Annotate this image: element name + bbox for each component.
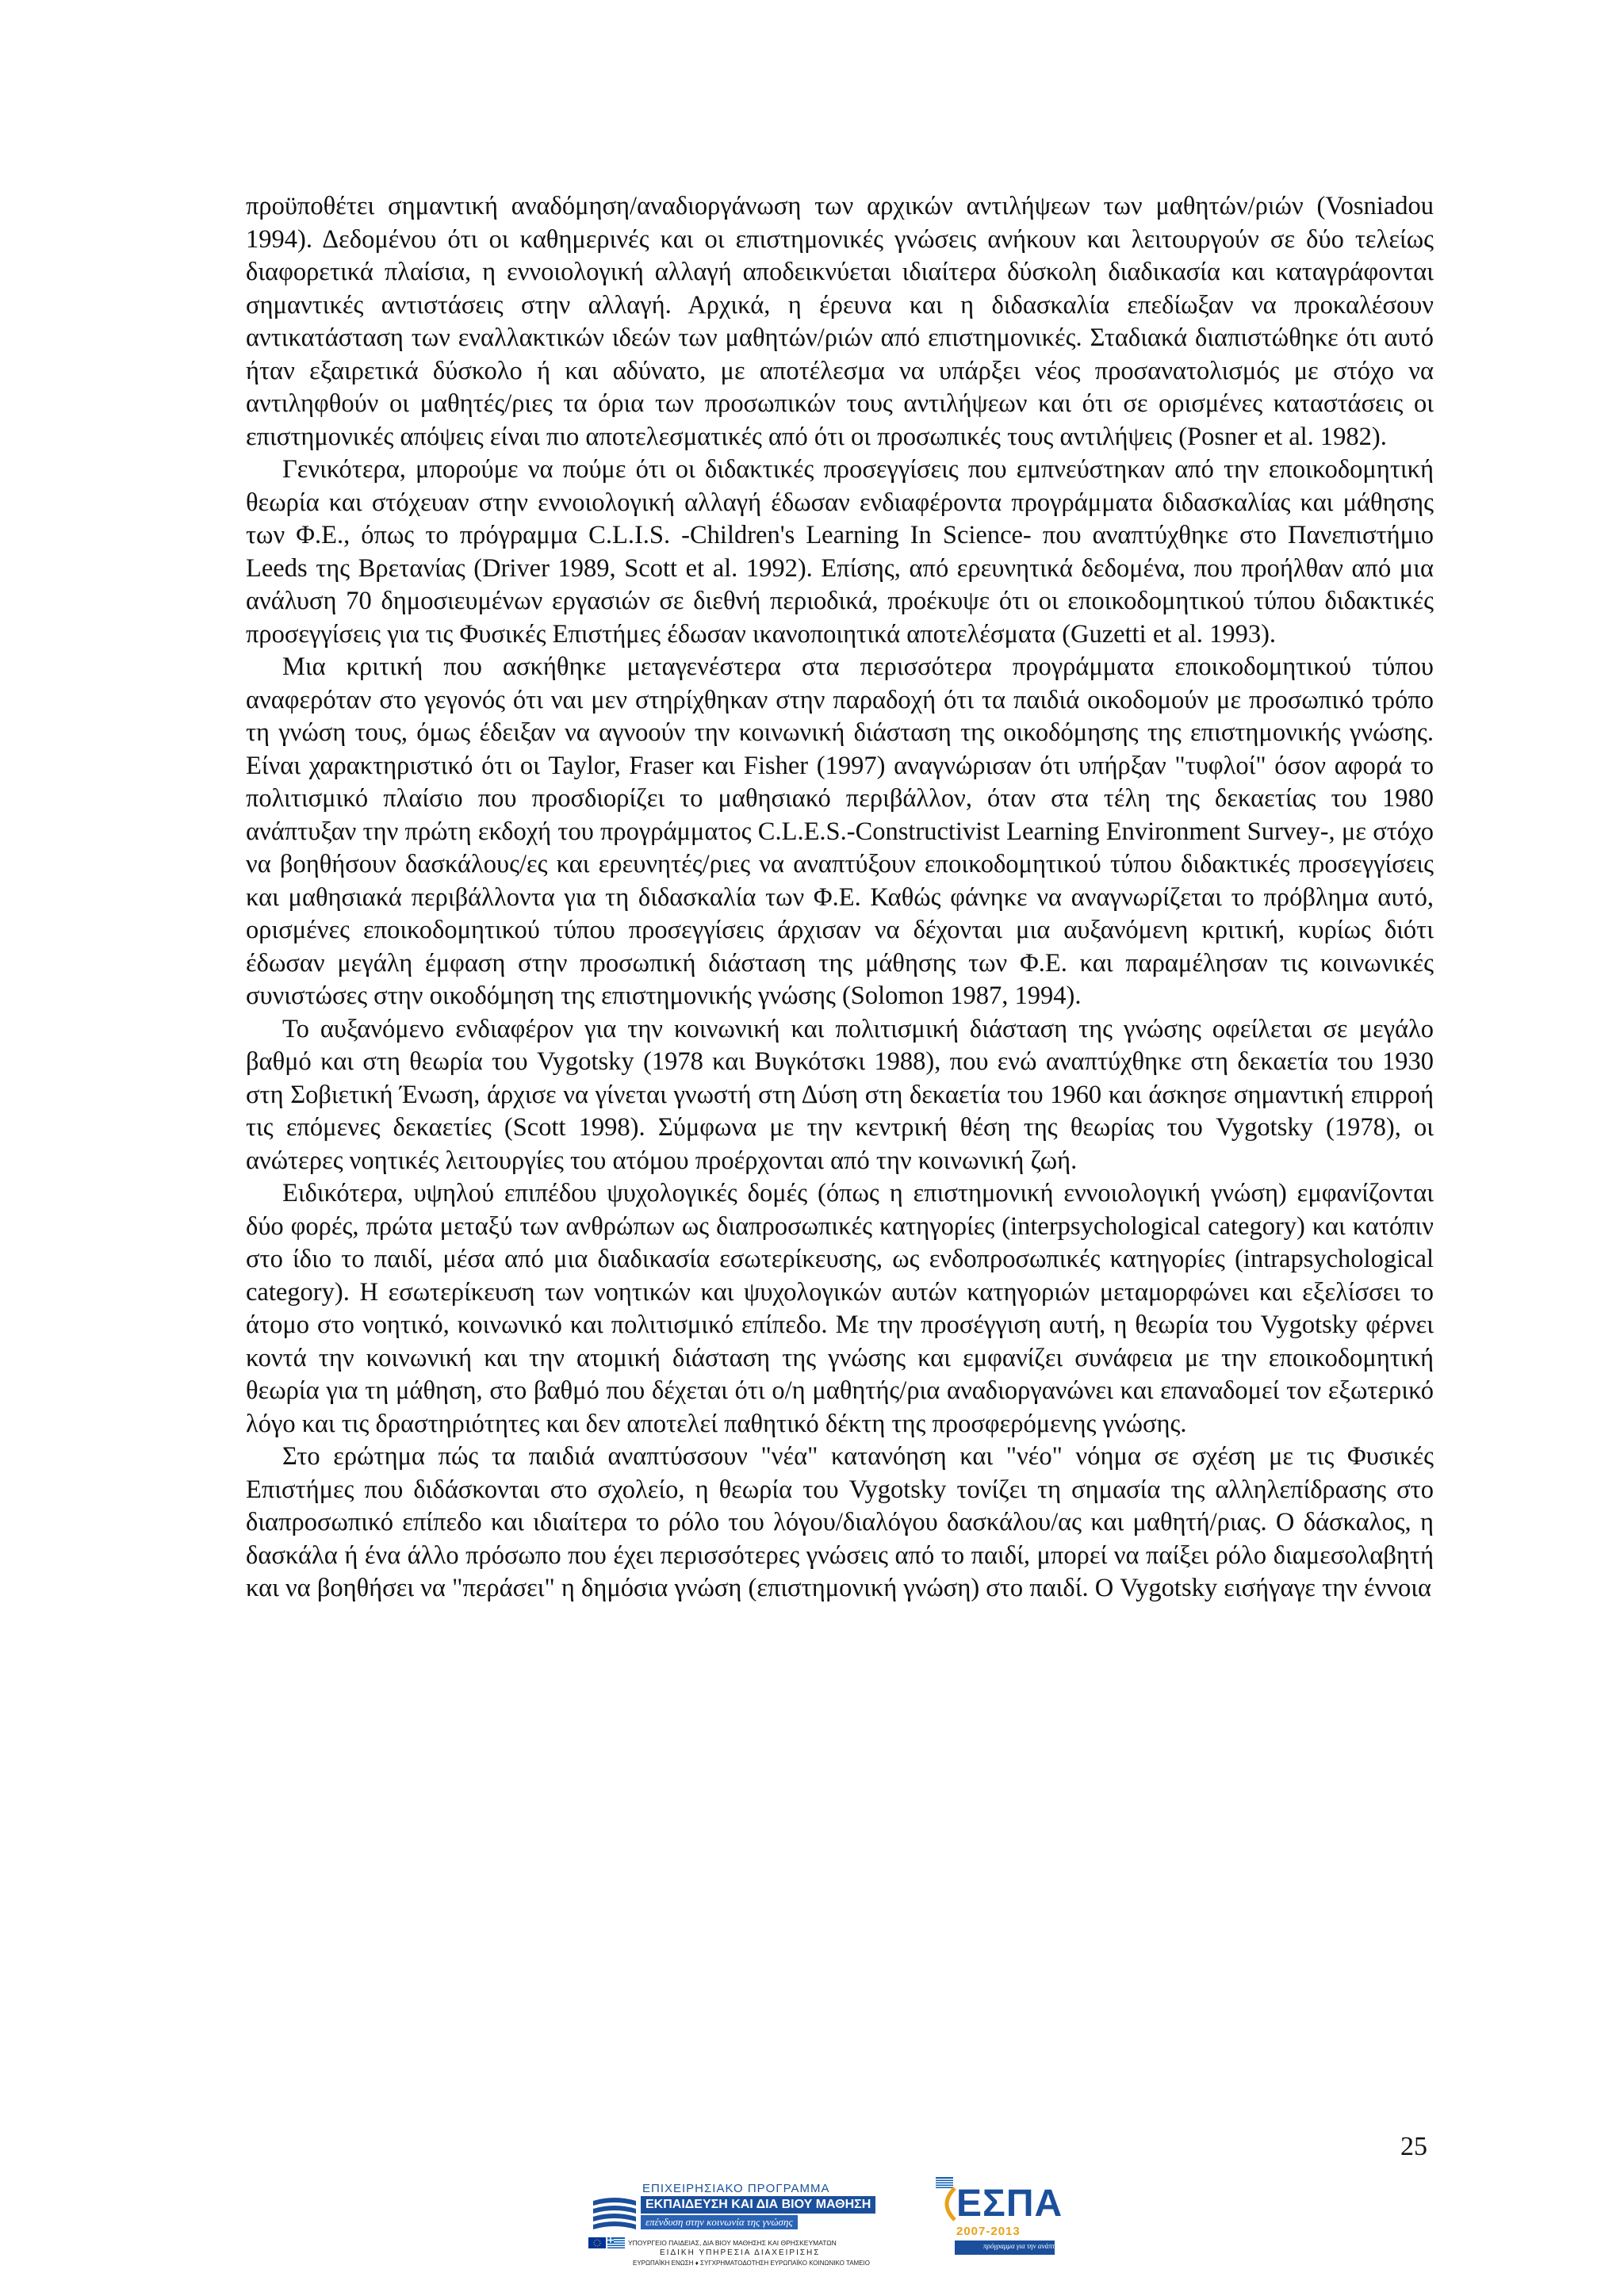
program-line2: ΕΚΠΑΙΔΕΥΣΗ ΚΑΙ ΔΙΑ ΒΙΟΥ ΜΑΘΗΣΗ <box>641 2196 875 2214</box>
paragraph-4: Το αυξανόμενο ενδιαφέρον για την κοινωνική και πολιτισμική διάσταση της γνώσης οφείλεται σε μεγάλο βαθμό και στη θεωρία του Vygotsky (1978 και Βυγκότσκι 1988), που ενώ αναπτύχθηκε στη δεκαετία του 1930 στη Σοβιετική Ένωση, άρχισε να γίνεται γνωστή στη Δύση στη δεκαετία του 1960 και άσκησε σημαντική επιρροή τις επόμενες δεκαετίες (Scott 1998). Σύμφωνα με την κεντρική θέση της θεωρίας του Vygotsky (1978), οι ανώτερες νοητικές λειτουργίες του ατόμου προέρχονται από την κοινωνική ζωή. <box>246 1014 1434 1175</box>
espa-swoosh-icon <box>936 2185 956 2223</box>
program-line3: επένδυση στην κοινωνία της γνώσης <box>641 2215 798 2229</box>
espa-years: 2007-2013 <box>956 2225 1021 2238</box>
page-number: 25 <box>1400 2132 1427 2161</box>
eu-flag-icon <box>588 2237 606 2248</box>
greek-flag-icon <box>607 2237 625 2248</box>
education-logo-icon <box>592 2195 638 2229</box>
program-line1: ΕΠΙΧΕΙΡΗΣΙΑΚΟ ΠΡΟΓΡΑΜΜΑ <box>642 2182 830 2195</box>
eu-funding-line: ΕΥΡΩΠΑΪΚΗ ΕΝΩΣΗ ♦ ΣΥΓΧΡΗΜΑΤΟΔΟΤΗΣΗ ΕΥΡΩΠΑΪΚΟ ΚΟΙΝΩΝΙΚΟ ΤΑΜΕΙΟ <box>633 2260 870 2267</box>
paragraph-6: Στο ερώτημα πώς τα παιδιά αναπτύσσουν "νέα" κατανόηση και "νέο" νόημα σε σχέση με τις Φυσικές Επιστήμες που διδάσκονται στο σχολείο, η θεωρία του Vygotsky τονίζει τη σημασία της αλληλεπίδρασης στο διαπροσωπικό επίπεδο και ιδιαίτερα το ρόλο του λόγου/διαλόγου δασκάλου/ας και μαθητή/ριας. Ο δάσκαλος, η δασκάλα ή ένα άλλο πρόσωπο που έχει περισσότερες γνώσεις από το παιδί, μπορεί να παίξει ρόλο διαμεσολαβητή και να βοηθήσει να "περάσει" η δημόσια γνώση (επιστημονική γνώση) στο παιδί. Ο Vygotsky εισήγαγε την έννοια <box>246 1442 1434 1602</box>
espa-logo <box>936 2177 1063 2264</box>
paragraph-3: Μια κριτική που ασκήθηκε μεταγενέστερα στα περισσότερα προγράμματα εποικοδομητικού τύπου αναφερόταν στο γεγονός ότι ναι μεν στηρίχθηκαν στην παραδοχή ότι τα παιδιά οικοδομούν με προσωπικό τρόπο τη γνώση τους, όμως έδειξαν να αγνοούν την κοινωνική διάσταση της οικοδόμησης της επιστημονικής γνώσης. Είναι χαρακτηριστικό ότι οι Taylor, Fraser και Fisher (1997) αναγνώρισαν ότι υπήρξαν "τυφλοί" όσον αφορά το πολιτισμικό πλαίσιο που προσδιορίζει το μαθησιακό περιβάλλον, όταν στα τέλη της δεκαετίας του 1980 ανάπτυξαν την πρώτη εκδοχή του προγράμματος C.L.E.S.-Constructivist Learning Environment Survey-, με στόχο να βοηθήσουν δασκάλους/ες και ερευνητές/ριες να αναπτύξουν εποικοδομητικού τύπου διδακτικές προσεγγίσεις και μαθησιακά περιβάλλοντα για τη διδασκαλία των Φ.Ε. Καθώς φάνηκε να αναγνωρίζεται το πρόβλημα αυτό, ορισμένες εποικοδομητικού τύπου προσεγγίσεις άρχισαν να δέχονται μια αυξανόμενη κριτική, κυρίως διότι έδωσαν μεγάλη έμφαση στην προσωπική διάσταση της μάθησης των Φ.Ε. και παραμέλησαν τις κοινωνικές συνιστώσες στην οικοδόμηση της επιστημονικής γνώσης (Solomon 1987, 1994). <box>246 652 1434 1010</box>
espa-tagline: πρόγραμμα για την ανάπτυξη <box>983 2242 1065 2250</box>
body-text <box>246 190 1434 1605</box>
paragraph-2: Γενικότερα, μπορούμε να πούμε ότι οι διδακτικές προσεγγίσεις που εμπνεύστηκαν από την εποικοδομητική θεωρία και στόχευαν στην εννοιολογική αλλαγή έδωσαν ενδιαφέροντα προγράμματα διδασκαλίας και μάθησης των Φ.Ε., όπως το πρόγραμμα C.L.I.S. -Children's Learning In Science- που αναπτύχθηκε στο Πανεπιστήμιο Leeds της Βρετανίας (Driver 1989, Scott et al. 1992). Επίσης, από ερευνητικά δεδομένα, που προήλθαν από μια ανάλυση 70 δημοσιευμένων εργασιών σε διεθνή περιοδικά, προέκυψε ότι οι εποικοδομητικού τύπου διδακτικές προσεγγίσεις για τις Φυσικές Επιστήμες έδωσαν ικανοποιητικά αποτελέσματα (Guzetti et al. 1993). <box>246 455 1434 649</box>
service-line: ΕΙΔΙΚΗ ΥΠΗΡΕΣΙΑ ΔΙΑΧΕΙΡΙΣΗΣ <box>660 2248 821 2257</box>
paragraph-5: Ειδικότερα, υψηλού επιπέδου ψυχολογικές δομές (όπως η επιστημονική εννοιολογική γνώση) εμφανίζονται δύο φορές, πρώτα μεταξύ των ανθρώπων ως διαπροσωπικές κατηγορίες (interpsychological category) και κατόπιν στο ίδιο το παιδί, μέσα από μια διαδικασία εσωτερίκευσης, ως ενδοπροσωπικές κατηγορίες (intrapsychological category). Η εσωτερίκευση των νοητικών και ψυχολογικών αυτών κατηγοριών μεταμορφώνει και εξελίσσει το άτομο στο νοητικό, κοινωνικό και πολιτισμικό επίπεδο. Με την προσέγγιση αυτή, η θεωρία του Vygotsky φέρνει κοντά την κοινωνική και την ατομική διάσταση της γνώσης και εμφανίζει συνάφεια με την εποικοδομητική θεωρία για τη μάθηση, στο βαθμό που δέχεται ότι ο/η μαθητής/ρια αναδιοργανώνει και επαναδομεί τον εξωτερικό λόγο και τις δραστηριότητες και δεν αποτελεί παθητικό δέκτη της προσφερόμενης γνώσης. <box>246 1179 1434 1438</box>
funding-footer <box>587 2172 1094 2275</box>
espa-title: ΕΣΠΑ <box>956 2183 1063 2225</box>
paragraph-1: προϋποθέτει σημαντική αναδόμηση/αναδιοργάνωση των αρχικών αντιλήψεων των μαθητών/ριών (Vosniadou 1994). Δεδομένου ότι οι καθημερινές και οι επιστημονικές γνώσεις ανήκουν και λειτουργούν σε δύο τελείως διαφορετικά πλαίσια, η εννοιολογική αλλαγή αποδεικνύεται ιδιαίτερα δύσκολη διαδικασία και καταγράφονται σημαντικές αντιστάσεις στην αλλαγή. Αρχικά, η έρευνα και η διδασκαλία επεδίωξαν να προκαλέσουν αντικατάσταση των εναλλακτικών ιδεών των μαθητών/ριών από επιστημονικές. Σταδιακά διαπιστώθηκε ότι αυτό ήταν εξαιρετικά δύσκολο ή και αδύνατο, με αποτέλεσμα να υπάρξει νέος προσανατολισμός με στόχο να αντιληφθούν οι μαθητές/ριες τα όρια των προσωπικών τους αντιλήψεων και ότι σε ορισμένες καταστάσεις οι επιστημονικές απόψεις είναι πιο αποτελεσματικές από ότι οι προσωπικές τους αντιλήψεις (Posner et al. 1982). <box>246 192 1434 451</box>
ministry-line: ΥΠΟΥΡΓΕΙΟ ΠΑΙΔΕΙΑΣ, ΔΙΑ ΒΙΟΥ ΜΑΘΗΣΗΣ ΚΑΙ ΘΡΗΣΚΕΥΜΑΤΩΝ <box>628 2239 837 2247</box>
program-logo <box>587 2179 896 2274</box>
